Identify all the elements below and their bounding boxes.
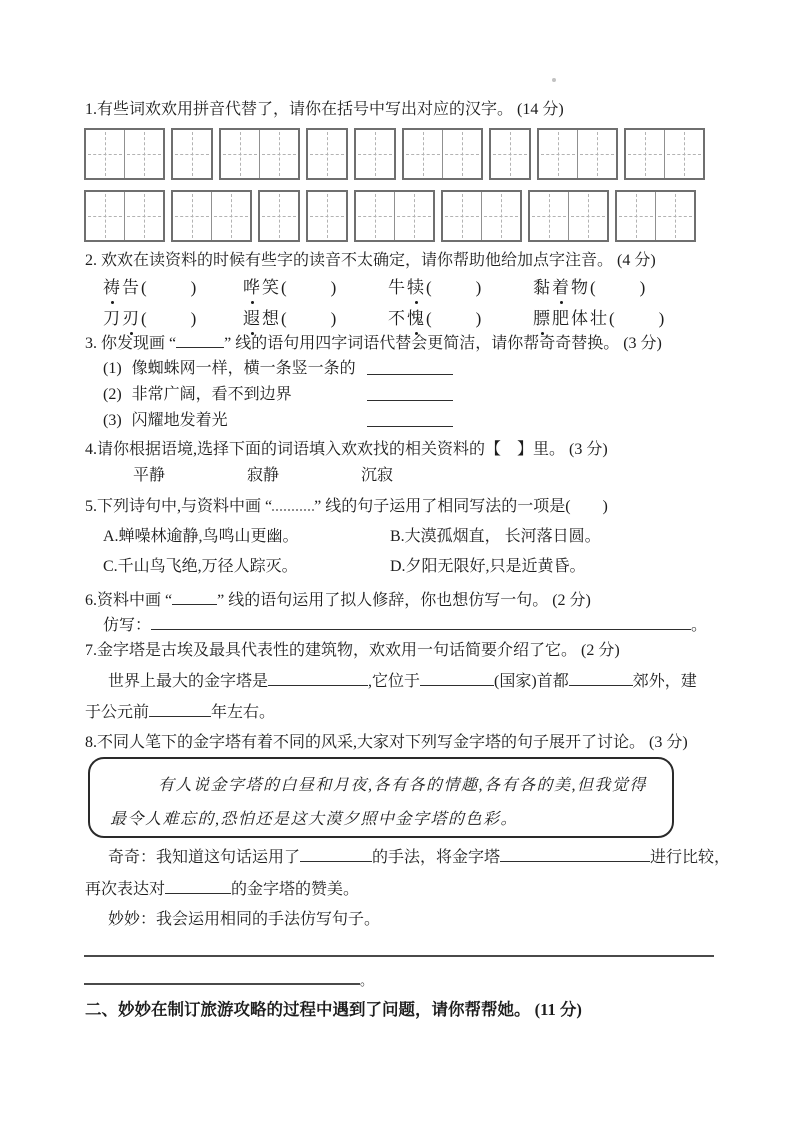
q4-word-options (133, 466, 475, 486)
q2-pinyin-row-1 (103, 278, 645, 298)
pinyin-char: 壮 (590, 309, 609, 328)
q5-options-row-1 (103, 527, 601, 547)
writing-box[interactable] (306, 190, 348, 242)
writing-box[interactable] (537, 128, 618, 180)
q8-quote-box (88, 757, 674, 838)
q7-title: 7.金字塔是古埃及最具代表性的建筑物，欢欢用一句话简要介绍了它。 (2 分) (85, 642, 620, 659)
q7-blank-3[interactable] (569, 670, 633, 686)
pinyin-char: 告 (122, 278, 141, 297)
pinyin-word (388, 278, 426, 297)
pinyin-char: 体 (571, 309, 590, 328)
answer-line-period: 。 (360, 973, 374, 988)
writing-cell (664, 130, 703, 178)
q8-miaomiao-line: 妙妙：我会运用相同的手法仿写句子。 (108, 911, 381, 928)
item-text: 闪耀地发着光 (131, 412, 228, 429)
qiqi-s2: 的手法，将金字塔 (372, 849, 501, 866)
pinyin-dotted-char: 膘 (533, 309, 552, 328)
pinyin-word (533, 278, 590, 297)
pinyin-word-item (388, 309, 533, 329)
q6-title (85, 589, 591, 611)
writing-cell (404, 130, 442, 178)
word-option[interactable]: 寂静 (247, 467, 280, 484)
q1-grid-row-1 (84, 128, 705, 180)
pinyin-word (388, 309, 426, 328)
writing-cell (356, 130, 394, 178)
q4-title: 4.请你根据语境,选择下面的词语填入欢欢找的相关资料的【 】里。 (3 分) (85, 441, 608, 458)
writing-box[interactable] (258, 190, 300, 242)
writing-box[interactable] (441, 190, 522, 242)
writing-box[interactable] (171, 190, 252, 242)
writing-box[interactable] (219, 128, 300, 180)
q6-title-blank (172, 589, 217, 605)
writing-cell (308, 130, 346, 178)
writing-cell (356, 192, 394, 240)
choice-option[interactable]: D.夕阳无限好,只是近黄昏。 (390, 558, 586, 575)
q2-pinyin-row-2 (103, 309, 664, 329)
answer-blank[interactable] (367, 385, 453, 401)
q3-items (103, 359, 356, 437)
pinyin-word-item (243, 278, 388, 298)
pinyin-word (533, 309, 609, 328)
item-number: (1) (103, 360, 122, 377)
q3-title (85, 332, 662, 354)
qiqi-blank-2[interactable] (500, 846, 650, 862)
pinyin-word (103, 309, 141, 328)
q7-l1-s3: (国家)首都 (494, 673, 569, 690)
writing-box[interactable] (171, 128, 213, 180)
writing-box[interactable] (306, 128, 348, 180)
q3-item (103, 411, 356, 429)
word-option[interactable]: 平静 (133, 467, 166, 484)
q6-copy-line (103, 614, 707, 636)
writing-cell (124, 130, 163, 178)
writing-cell (626, 130, 664, 178)
writing-cell (655, 192, 694, 240)
pinyin-dotted-char: 犊 (407, 278, 426, 297)
stray-mark (552, 78, 556, 82)
writing-cell (530, 192, 568, 240)
writing-box[interactable] (354, 128, 396, 180)
pinyin-word-item (243, 309, 388, 329)
q5-options-row-2 (103, 557, 586, 577)
q8-qiqi-line-1 (85, 846, 730, 868)
q3-item (103, 385, 356, 403)
writing-cell (260, 192, 298, 240)
pinyin-char: 刀 (103, 309, 122, 328)
pinyin-char: 黏 (533, 278, 552, 297)
q7-blank-1[interactable] (268, 670, 368, 686)
q8-quote-text: 有人说金字塔的白昼和月夜,各有各的情趣,各有各的美,但我觉得最令人难忘的,恐怕还是这大漠夕照中金字塔的色彩。 (110, 777, 648, 828)
writing-cell (577, 130, 616, 178)
q3-title-blank (176, 332, 224, 348)
writing-cell (173, 192, 211, 240)
q7-sentence-line-2 (85, 701, 275, 723)
q3-title-text-pre: 3. 你发现画 “ (85, 335, 177, 352)
q6-title-text-post: ” 线的语句运用了拟人修辞，你也想仿写一句。 (2 分) (217, 592, 591, 609)
writing-cell (617, 192, 655, 240)
answer-blank[interactable] (367, 359, 453, 375)
answer-line-2[interactable] (84, 967, 360, 985)
writing-cell (491, 130, 529, 178)
pinyin-dotted-char: 遐 (243, 309, 262, 328)
q2-title: 2. 欢欢在读资料的时候有些字的读音不太确定，请你帮助他给加点字注音。 (4 分) (85, 252, 656, 269)
writing-box[interactable] (489, 128, 531, 180)
writing-cell (443, 192, 481, 240)
writing-cell (211, 192, 250, 240)
word-option[interactable]: 沉寂 (361, 467, 394, 484)
pinyin-dotted-char: 刃 (122, 309, 141, 328)
pinyin-word (243, 278, 281, 297)
writing-cell (568, 192, 607, 240)
pinyin-answer-brackets[interactable]: ( ) (590, 278, 646, 297)
item-number: (3) (103, 412, 122, 429)
writing-cell (124, 192, 163, 240)
writing-cell (86, 130, 124, 178)
choice-option[interactable]: B.大漠孤烟直， 长河落日圆。 (390, 528, 601, 545)
writing-cell (481, 192, 520, 240)
answer-blank[interactable] (367, 411, 453, 427)
pinyin-char: 牛 (388, 278, 407, 297)
qiqi-s3: 进行比较， (650, 849, 731, 866)
q6-title-text-pre: 6.资料中画 “ (85, 592, 173, 609)
pinyin-dotted-char: 祷 (103, 278, 122, 297)
pinyin-char: 不 (388, 309, 407, 328)
writing-cell (308, 192, 346, 240)
q7-l1-s4: 郊外，建 (632, 673, 697, 690)
q3-title-text-post: ” 线的语句用四字词语代替会更简洁，请你帮奇奇替换。 (3 分) (224, 335, 662, 352)
choice-option[interactable]: C.千山鸟飞绝,万径人踪灭。 (103, 558, 298, 575)
q1-title: 1.有些词欢欢用拼音代替了，请你在括号中写出对应的汉字。 (14 分) (85, 101, 564, 118)
pinyin-answer-brackets[interactable]: ( ) (281, 278, 337, 297)
q5-title-text-post: ” 线的句子运用了相同写法的一项是( ) (314, 498, 608, 515)
writing-cell (539, 130, 577, 178)
pinyin-dotted-char: 哗 (243, 278, 262, 297)
q7-blank-2[interactable] (420, 670, 494, 686)
q6-period: 。 (691, 617, 708, 634)
q7-l1-s1: 世界上最大的金字塔是 (108, 673, 269, 690)
q1-grid-row-2 (84, 190, 696, 242)
writing-box[interactable] (624, 128, 705, 180)
q5-title-text-pre: 5.下列诗句中,与资料中画 “ (85, 498, 273, 515)
q8-qiqi-line-2 (85, 878, 359, 900)
pinyin-char: 想 (262, 309, 281, 328)
pinyin-answer-brackets[interactable]: ( ) (281, 309, 337, 328)
q7-l2-s1: 于公元前 (85, 704, 150, 721)
pinyin-char: 物 (571, 278, 590, 297)
writing-cell (442, 130, 481, 178)
item-number: (2) (103, 386, 122, 403)
pinyin-word-item (388, 278, 533, 298)
pinyin-answer-brackets[interactable]: ( ) (141, 278, 197, 297)
pinyin-word-item (103, 278, 243, 298)
writing-box[interactable] (84, 190, 165, 242)
qiqi-s1: 奇奇：我知道这句话运用了 (108, 849, 301, 866)
q7-sentence-line-1 (85, 670, 697, 692)
writing-cell (86, 192, 124, 240)
pinyin-answer-brackets[interactable]: ( ) (426, 278, 482, 297)
writing-box[interactable] (402, 128, 483, 180)
qiqi-blank-3[interactable] (165, 878, 231, 894)
pinyin-dotted-char: 愧 (407, 309, 426, 328)
writing-cell (173, 130, 211, 178)
writing-box[interactable] (84, 128, 165, 180)
qiqi-s5: 的金字塔的赞美。 (231, 881, 360, 898)
answer-line-2-wrap (84, 967, 373, 991)
q7-l1-s2: ,它位于 (368, 673, 421, 690)
item-text: 非常广阔，看不到边界 (131, 386, 292, 403)
qiqi-blank-1[interactable] (300, 846, 372, 862)
writing-cell (221, 130, 259, 178)
writing-box[interactable] (354, 190, 435, 242)
item-text: 像蜘蛛网一样，横一条竖一条的 (131, 360, 356, 377)
pinyin-dotted-char: 着 (552, 278, 571, 297)
choice-option[interactable]: A.蝉噪林逾静,鸟鸣山更幽。 (103, 528, 299, 545)
pinyin-answer-brackets[interactable]: ( ) (141, 309, 197, 328)
q7-l2-s2: 年左右。 (211, 704, 276, 721)
pinyin-answer-brackets[interactable]: ( ) (426, 309, 482, 328)
answer-line-1[interactable] (84, 938, 714, 957)
q8-title: 8.不同人笔下的金字塔有着不同的风采,大家对下列写金字塔的句子展开了讨论。 (3 分) (85, 734, 688, 751)
q3-item (103, 359, 356, 377)
q6-copy-blank[interactable] (151, 614, 691, 630)
qiqi-s4: 再次表达对 (85, 881, 166, 898)
pinyin-word-item (533, 309, 664, 329)
q5-title-wavy-blank (272, 496, 314, 511)
pinyin-word (243, 309, 281, 328)
writing-box[interactable] (615, 190, 696, 242)
pinyin-char: 笑 (262, 278, 281, 297)
writing-box[interactable] (528, 190, 609, 242)
pinyin-word-item (533, 278, 645, 298)
q5-title (85, 496, 608, 517)
pinyin-word (103, 278, 141, 297)
pinyin-char: 肥 (552, 309, 571, 328)
writing-cell (394, 192, 433, 240)
pinyin-answer-brackets[interactable]: ( ) (609, 309, 665, 328)
pinyin-word-item (103, 309, 243, 329)
q7-blank-4[interactable] (149, 701, 211, 717)
writing-cell (259, 130, 298, 178)
q6-copy-label: 仿写： (103, 617, 152, 634)
section2-title: 二、妙妙在制订旅游攻略的过程中遇到了问题，请你帮帮她。 (11 分) (85, 1000, 582, 1019)
